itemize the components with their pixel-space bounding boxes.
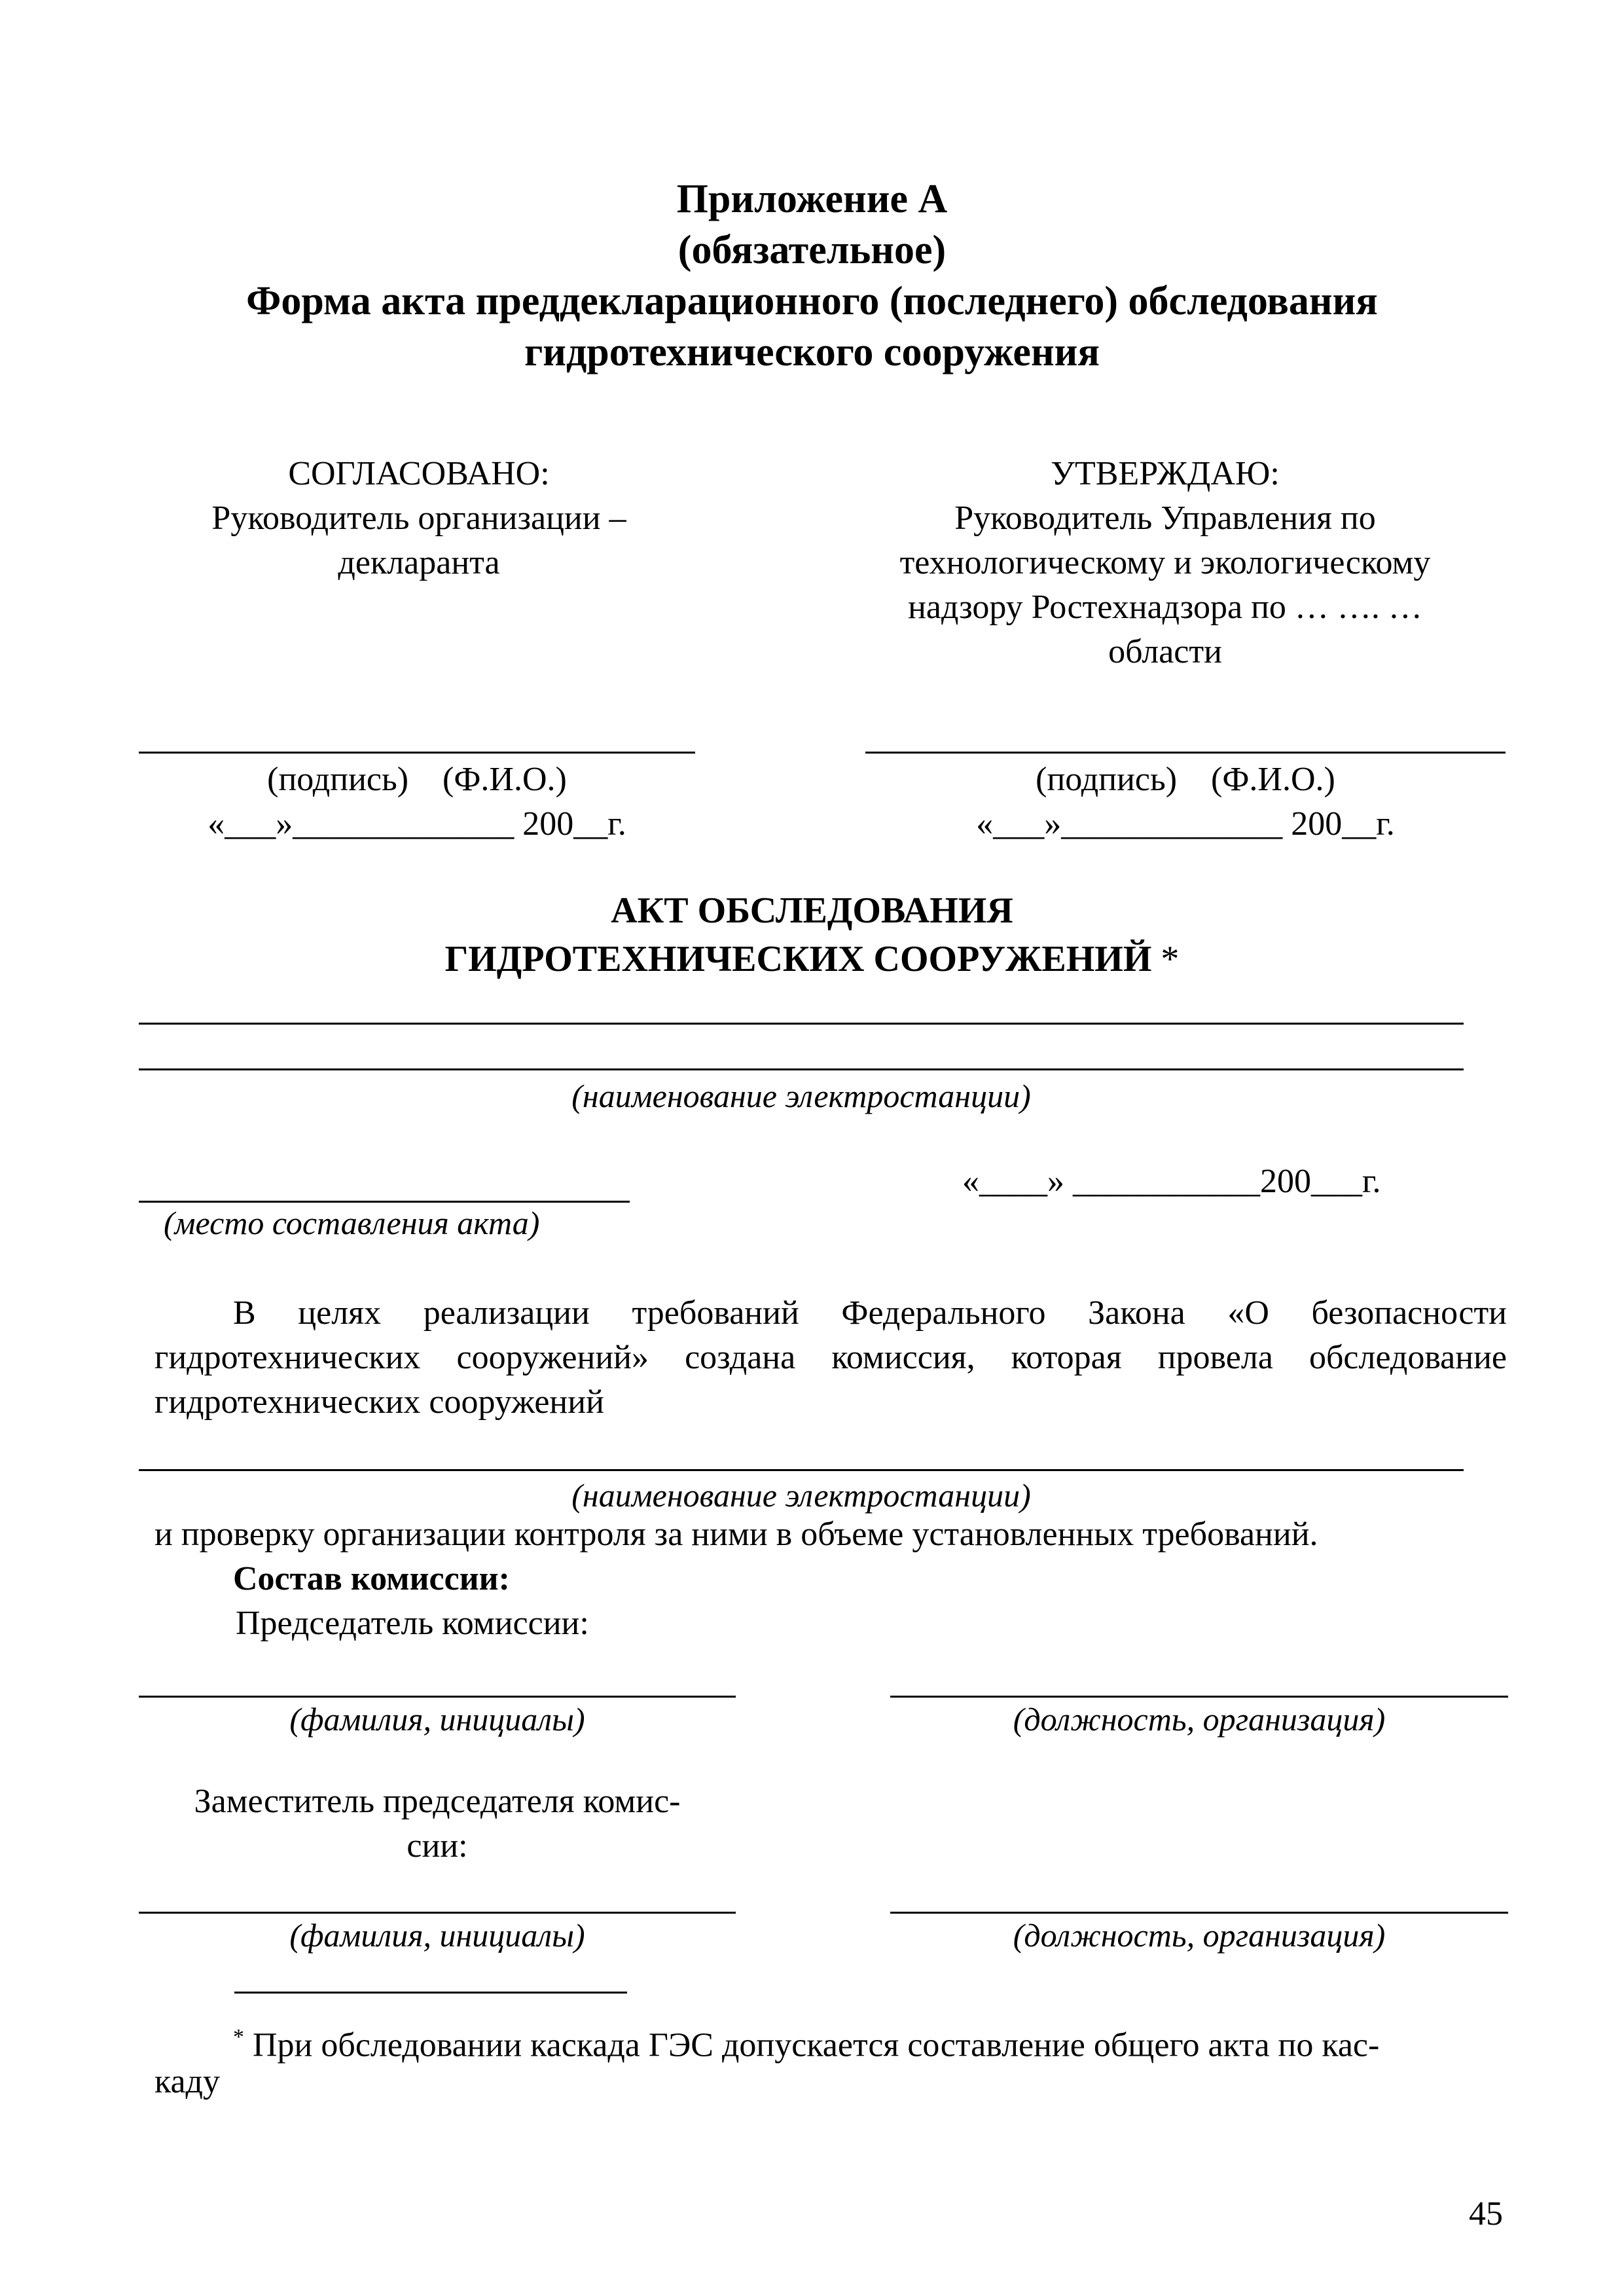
- right-approval-line4: области: [1108, 633, 1222, 670]
- deputy-label-line2: сии:: [406, 1827, 468, 1865]
- left-date-line: «___»_____________ 200__г.: [208, 805, 626, 843]
- left-signature-caption: (подпись) (Ф.И.О.): [267, 761, 567, 798]
- commission-heading: Состав комиссии:: [233, 1560, 510, 1597]
- footnote-text: При обследовании каскада ГЭС допускается составление общего акта по кас-: [244, 2026, 1380, 2064]
- appendix-type: (обязательное): [677, 228, 947, 272]
- place-line: [139, 1201, 630, 1203]
- appendix-title: Приложение А: [676, 177, 948, 221]
- chairman-position-hint: (должность, организация): [1013, 1701, 1386, 1738]
- left-approval-line2: декларанта: [338, 544, 500, 581]
- act-date-line: «____» ___________200___г.: [962, 1163, 1381, 1200]
- footnote-marker: *: [233, 2025, 244, 2049]
- deputy-position-line: [890, 1912, 1508, 1914]
- intro-paragraph: В целях реализации требований Федерального Закона «О безопасности гидротехнических сооружений» создана комиссия, которая провела обследование гидротехнических сооружений: [154, 1294, 1507, 1421]
- station-name-hint: (наименование электростанции): [571, 1078, 1031, 1114]
- act-title-asterisk: *: [1161, 939, 1180, 979]
- footnote-line1: [233, 2015, 1379, 2068]
- right-signature-caption: (подпись) (Ф.И.О.): [1036, 761, 1335, 798]
- right-approval-line2: технологическому и экологическому: [899, 544, 1431, 581]
- footnote-separator: [234, 1992, 627, 1994]
- left-signature-line: [139, 752, 695, 754]
- deputy-position-hint: (должность, организация): [1013, 1917, 1386, 1954]
- form-title-line1: Форма акта преддекларационного (последнего) обследования: [246, 279, 1378, 323]
- station-name-line1: [139, 1023, 1464, 1025]
- right-approval-heading: УТВЕРЖДАЮ:: [1051, 455, 1280, 492]
- act-title-line2: [0, 936, 1624, 982]
- place-hint: (место составления акта): [164, 1205, 540, 1241]
- station-name-line3: [139, 1469, 1464, 1471]
- station-name-hint2: (наименование электростанции): [571, 1477, 1031, 1514]
- form-title-line2: гидротехнического сооружения: [524, 330, 1100, 374]
- right-approval-line3: надзору Ростехнадзора по … …. …: [908, 589, 1422, 626]
- deputy-name-line: [139, 1912, 736, 1914]
- footnote-line2: каду: [154, 2063, 221, 2100]
- act-title-text: ГИДРОТЕХНИЧЕСКИХ СООРУЖЕНИЙ: [444, 939, 1161, 979]
- page-number: 45: [1469, 2195, 1503, 2232]
- left-approval-line1: Руководитель организации –: [211, 500, 626, 537]
- chairman-name-hint: (фамилия, инициалы): [289, 1701, 585, 1738]
- right-signature-line: [865, 752, 1506, 754]
- control-paragraph: и проверку организации контроля за ними в объеме установленных требований.: [154, 1516, 1318, 1553]
- right-date-line: «___»_____________ 200__г.: [976, 805, 1395, 843]
- station-name-line2: [139, 1068, 1464, 1070]
- deputy-name-hint: (фамилия, инициалы): [289, 1917, 585, 1954]
- chairman-name-line: [139, 1696, 736, 1698]
- left-approval-heading: СОГЛАСОВАНО:: [288, 455, 550, 492]
- right-approval-line1: Руководитель Управления по: [954, 500, 1376, 537]
- act-title-line1: АКТ ОБСЛЕДОВАНИЯ: [611, 890, 1013, 931]
- deputy-label-line1: Заместитель председателя комис-: [194, 1783, 681, 1820]
- chairman-label: Председатель комиссии:: [236, 1605, 589, 1642]
- chairman-position-line: [890, 1696, 1508, 1698]
